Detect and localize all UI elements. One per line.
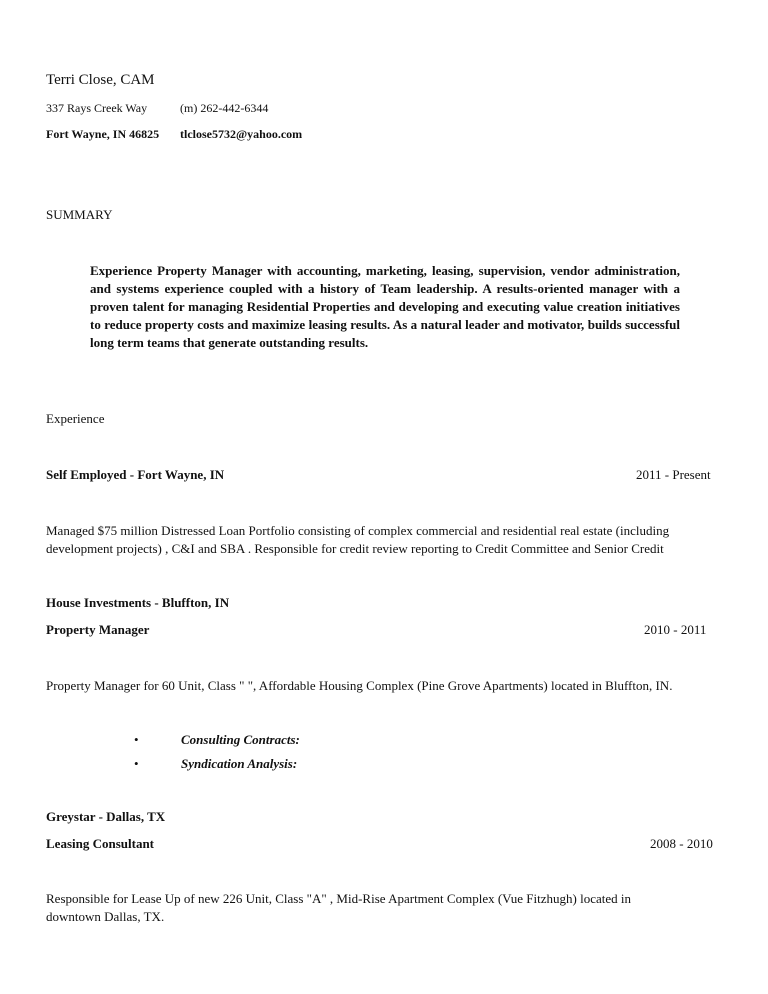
job-dates: 2011 - Present [636, 467, 711, 482]
resume-name: Terri Close, CAM [46, 72, 155, 88]
job-company: Greystar - Dallas, TX [46, 809, 166, 824]
job-description: Property Manager for 60 Unit, Class " ", Affordable Housing Complex (Pine Grove Apartments) located in Bluffton, IN. [46, 678, 673, 693]
job-title: Property Manager [46, 622, 150, 637]
bullet-item: Syndication Analysis: [181, 756, 298, 771]
summary-paragraph: Experience Property Manager with accounting, marketing, leasing, supervision, vendor administration, and systems experience coupled with a history of Team leadership. A results-oriented manager with a proven talent for managing Residential Properties and developing and executing value creation initiatives to reduce property costs and maximize leasing results. As a natural leader and motivator, builds successful long term teams that generate outstanding results. [90, 263, 680, 350]
bullet-icon: • [134, 756, 139, 771]
street-address: 337 Rays Creek Way [46, 101, 148, 115]
summary-heading: SUMMARY [46, 207, 113, 222]
bullet-icon: • [134, 732, 139, 747]
job-title: Leasing Consultant [46, 836, 154, 851]
job-description: Responsible for Lease Up of new 226 Unit, Class "A" , Mid-Rise Apartment Complex (Vue Fitzhugh) located in downtown Dallas, TX. [46, 891, 631, 924]
job-company: Self Employed - Fort Wayne, IN [46, 467, 225, 482]
job-company: House Investments - Bluffton, IN [46, 595, 230, 610]
job-dates: 2008 - 2010 [650, 836, 713, 851]
phone-number: (m) 262-442-6344 [180, 101, 269, 115]
city-state-zip: Fort Wayne, IN 46825 [46, 127, 160, 141]
experience-heading: Experience [46, 411, 105, 426]
job-dates: 2010 - 2011 [644, 622, 707, 637]
email-address: tlclose5732@yahoo.com [180, 127, 303, 141]
job-description: Managed $75 million Distressed Loan Portfolio consisting of complex commercial and residential real estate (including development projects) , C&I and SBA . Responsible for credit review reporting to Credit Committee and Senior Credit [46, 523, 670, 556]
bullet-item: Consulting Contracts: [181, 732, 300, 747]
